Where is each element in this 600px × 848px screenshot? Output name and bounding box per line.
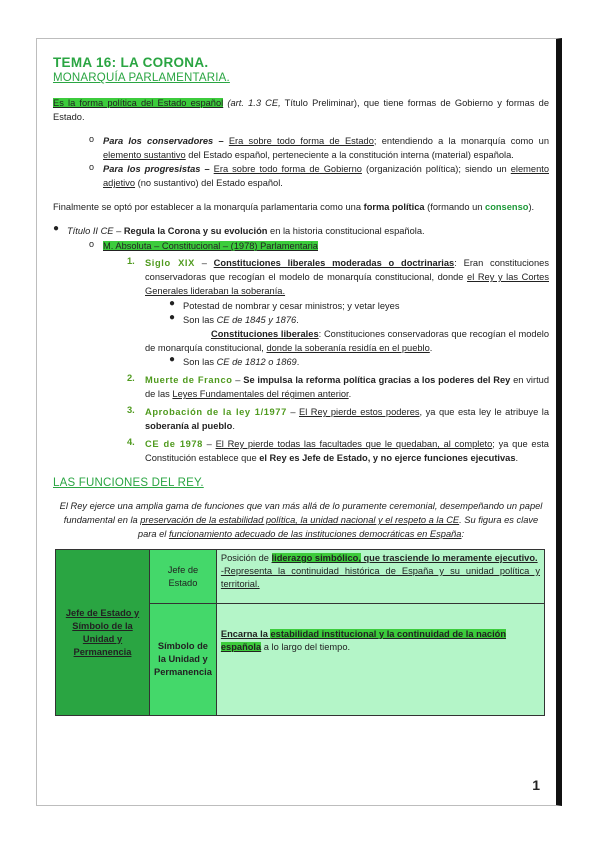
table-cell-left: Jefe de Estado y Símbolo de la Unidad y Permanencia [56,550,150,716]
view-label: Para los progresistas [103,164,201,174]
item-label: Siglo XIX [145,258,195,268]
table-cell-right: Encarna la estabilidad institucional y la continuidad de la nación española a lo largo del tiempo. [216,604,544,716]
page-title: TEMA 16: LA CORONA. [53,55,209,70]
titulo-ii-item: ● Título II CE – Regula la Corona y su evolución en la historia constitucional española. [53,223,425,236]
list-item: ● Son las CE de 1812 o 1869. [169,354,300,367]
bullet-dot-icon: ● [169,298,176,309]
finally-paragraph: Finalmente se optó por establecer a la monarquía parlamentaria como una forma política (formando un consenso). [53,202,535,212]
intro-highlight: Es la forma política del Estado español [53,98,224,108]
table-cell-mid: Símbolo de la Unidad y Permanencia [150,604,217,716]
table-cell-mid: Jefe de Estado [150,550,217,604]
list-item: o Para los conservadores – Era sobre todo forma de Estado; entendiendo a la monarquía como un elemento sustantivo del Estado español, perteneciente a la constitución interna (material) española. [89,134,549,160]
evolution-highlight: M. Absoluta – Constitucional – (1978) Parlamentaria [103,241,318,251]
page-subtitle: MONARQUÍA PARLAMENTARIA. [53,72,230,84]
list-item: o Para los progresistas – Era sobre todo forma de Gobierno (organización política); siendo un elemento adjetivo (no sustantivo) del Estado español. [89,162,549,188]
document-page [36,38,562,806]
item-label: Muerte de Franco [145,375,233,385]
bullet-dot-icon: ● [169,312,176,323]
page-number: 1 [532,777,540,793]
intro-rest: Título Preliminar), que tiene formas de Gobierno y formas de Estado. [53,98,549,122]
list-item: 2. Muerte de Franco – Se impulsa la reforma política gracias a los poderes del Rey en virtud de las Leyes Fundamentales del régimen anterior. [127,373,549,399]
table-cell-right: Posición de liderazgo simbólico, que trasciende lo meramente ejecutivo. -Representa la continuidad histórica de España y su unidad política y territorial. [216,550,544,604]
intro-ref: (art. 1.3 CE, [227,98,281,108]
circle-bullet-icon: o [89,239,95,249]
item-label: Aprobación de la ley 1/1977 [145,407,287,417]
table-row [56,550,545,604]
bullet-dot-icon: ● [53,223,60,234]
intro-paragraph [53,96,549,124]
numbered-list [127,256,549,465]
item-label: CE de 1978 [145,439,203,449]
list-item: ● Son las CE de 1845 y 1876. [169,312,299,325]
circle-bullet-icon: o [89,134,95,144]
funciones-intro: El Rey ejerce una amplia gama de funciones que van más allá de lo puramente ceremonial, desempeñando un papel fundamental en la preservación de la estabilidad política, la unidad nacional y el respeto a la CE. Su figura es clave para el funcionamiento adecuado de las instituciones democráticas en España: [59,501,543,539]
list-item: 3. Aprobación de la ley 1/1977 – El Rey pierde estos poderes, ya que esta ley le atribuye la soberanía al pueblo. [127,405,549,431]
section-heading: LAS FUNCIONES DEL REY. [53,477,204,489]
list-item: ● Potestad de nombrar y cesar ministros; y vetar leyes [169,298,400,311]
views-list [53,134,549,190]
list-item: 4. CE de 1978 – El Rey pierde todas las facultades que le quedaban, al completo; ya que esta Constitución establece que el Rey es Jefe de Estado, y no ejerce funciones ejecutivas. [127,437,549,463]
list-item: 1. Siglo XIX – Constituciones liberales moderadas o doctrinarias: Eran constituciones conservadoras que recogían el modelo de monarquía constitucional, donde el Rey y las Cortes Generales lideraban la soberanía. ● Potestad de nombrar y cesar ministros; y vetar leyes ● Son las CE de 1845 y 1876. Constituciones liberales: Constituciones conservadoras que recogían el modelo de monarquía constitucional, donde la soberanía residía en el pueblo. ● Son las CE de 1812 o 1869. [127,256,549,367]
view-label: Para los conservadores [103,136,214,146]
page-content [53,55,549,716]
circle-bullet-icon: o [89,162,95,172]
functions-table [55,549,545,716]
evolution-item [89,239,549,253]
bullet-dot-icon: ● [169,354,176,365]
